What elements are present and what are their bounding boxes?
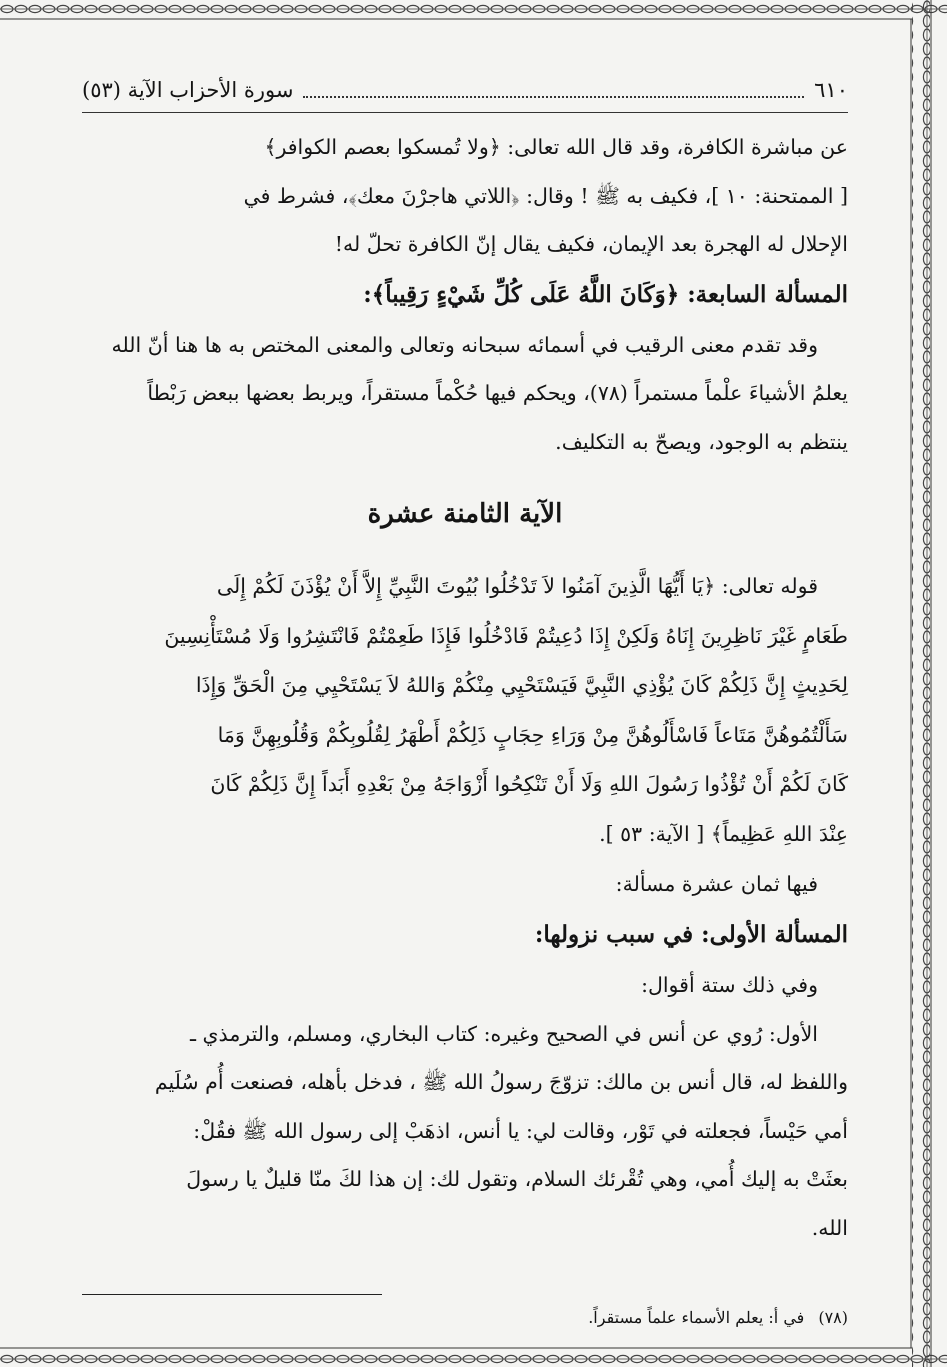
text-line: الله. <box>811 1215 848 1240</box>
text-line: [ الممتحنة: ١٠ ]، فكيف به ﷺ ! وقال: ﴿اللاتي هاجرْنَ معك﴾، فشرط في <box>243 183 848 208</box>
masala-seventh-heading: المسألة السابعة: ﴿وَكَانَ اللَّهُ عَلَى كُلِّ شَيْءٍ رَقِيباً﴾: <box>363 280 848 308</box>
masala-count-line: فيها ثمان عشرة مسألة: <box>615 871 818 896</box>
verse-line: عِنْدَ اللهِ عَظِيماً﴾ [ الآية: ٥٣ ]. <box>599 821 848 846</box>
footnote-mark: (٧٨) <box>818 1308 848 1328</box>
footnote-separator <box>82 1294 382 1295</box>
running-title: سورة الأحزاب الآية (٥٣) <box>82 78 294 102</box>
verse-line: سَأَلْتُمُوهُنَّ مَتَاعاً فَاسْأَلُوهُنَّ مِنْ وَرَاءِ حِجَابٍ ذَلِكُمْ أَطْهَرُ لِقُلُوبِكُمْ وَقُلُوبِهِنَّ وَمَا <box>217 722 848 747</box>
masala-first-body <box>82 1010 848 1253</box>
verse-block <box>82 562 848 909</box>
verse-line: طَعَامٍ غَيْرَ نَاظِرِينَ إِنَاهُ وَلَكِنْ إِذَا دُعِيتُمْ فَادْخُلُوا فَإِذَا طَعِمْتُمْ فَانْتَشِرُوا وَلَا مُسْتَأْنِسِينَ <box>164 623 848 648</box>
text-line: الإحلال له الهجرة بعد الإيمان، فكيف يقال إنّ الكافرة تحلّ له! <box>334 232 848 256</box>
masala-first-heading: المسألة الأولى: في سبب نزولها: <box>534 921 848 949</box>
masala-first-intro: وفي ذلك ستة أقوال: <box>641 973 818 998</box>
running-header <box>82 70 848 113</box>
page-number: ٦١٠ <box>814 78 848 102</box>
masala-seventh-body <box>82 321 848 467</box>
verse-line: لِحَدِيثٍ إِنَّ ذَلِكُمْ كَانَ يُؤْذِي النَّبِيَّ فَيَسْتَحْيِي مِنْكُمْ وَاللهُ لاَ يَسْتَحْيِي مِنَ الْحَقِّ وَإِذَا <box>195 673 848 698</box>
text-line: بعثَتْ به إليك أُمي، وهي تُقْرئك السلام، وتقول لك: إن هذا لكَ منّا قليلٌ يا رسولَ <box>186 1167 848 1192</box>
text-line: واللفظ له، قال أنس بن مالك: تزوّجَ رسولُ الله ﷺ ، فدخل بأهله، فصنعت أُم سُلَيم <box>154 1070 848 1095</box>
text-line: وقد تقدم معنى الرقيب في أسمائه سبحانه وتعالى والمعنى المختص به ها هنا أنّ الله <box>111 332 818 357</box>
footnote-text: في أ: يعلم الأسماء علماً مستقراً. <box>588 1308 805 1328</box>
text-line: أمي حَيْساً، فجعلته في تَوْر، وقالت لي: يا أنس، اذهَبْ إلى رسول الله ﷺ فقُلْ: <box>193 1118 848 1143</box>
header-leader-dots <box>303 82 804 98</box>
footnotes <box>82 1301 848 1335</box>
page-content <box>82 70 848 1335</box>
text-line: يعلمُ الأشياءَ علْماً مستمراً (٧٨)، ويحكم فيها حُكْماً مستقراً، ويربط بعضها ببعض رَبْطاً <box>147 381 848 405</box>
intro-paragraph <box>82 123 848 269</box>
section-title: الآية الثامنة عشرة <box>367 499 563 529</box>
verse-line: قوله تعالى: ﴿يَا أَيُّهَا الَّذِينَ آمَنُوا لاَ تَدْخُلُوا بُيُوتَ النَّبِيِّ إِلاَّ أَنْ يُؤْذَنَ لَكُمْ إِلَى <box>216 574 818 598</box>
verse-line: كَانَ لَكُمْ أَنْ تُؤْذُوا رَسُولَ اللهِ وَلَا أَنْ تَنْكِحُوا أَزْوَاجَهُ مِنْ بَعْدِهِ أَبَداً إِنَّ ذَلِكُمْ كَانَ <box>210 772 848 797</box>
text-line: الأول: رُوي عن أنس في الصحيح وغيره: كتاب البخاري، ومسلم، والترمذي ـ <box>189 1021 818 1046</box>
text-line: ينتظم به الوجود، ويصحّ به التكليف. <box>555 429 848 454</box>
footnote-item <box>82 1301 848 1335</box>
text-line: عن مباشرة الكافرة، وقد قال الله تعالى: ﴿ولا تُمسكوا بعصم الكوافر﴾ <box>264 135 848 159</box>
